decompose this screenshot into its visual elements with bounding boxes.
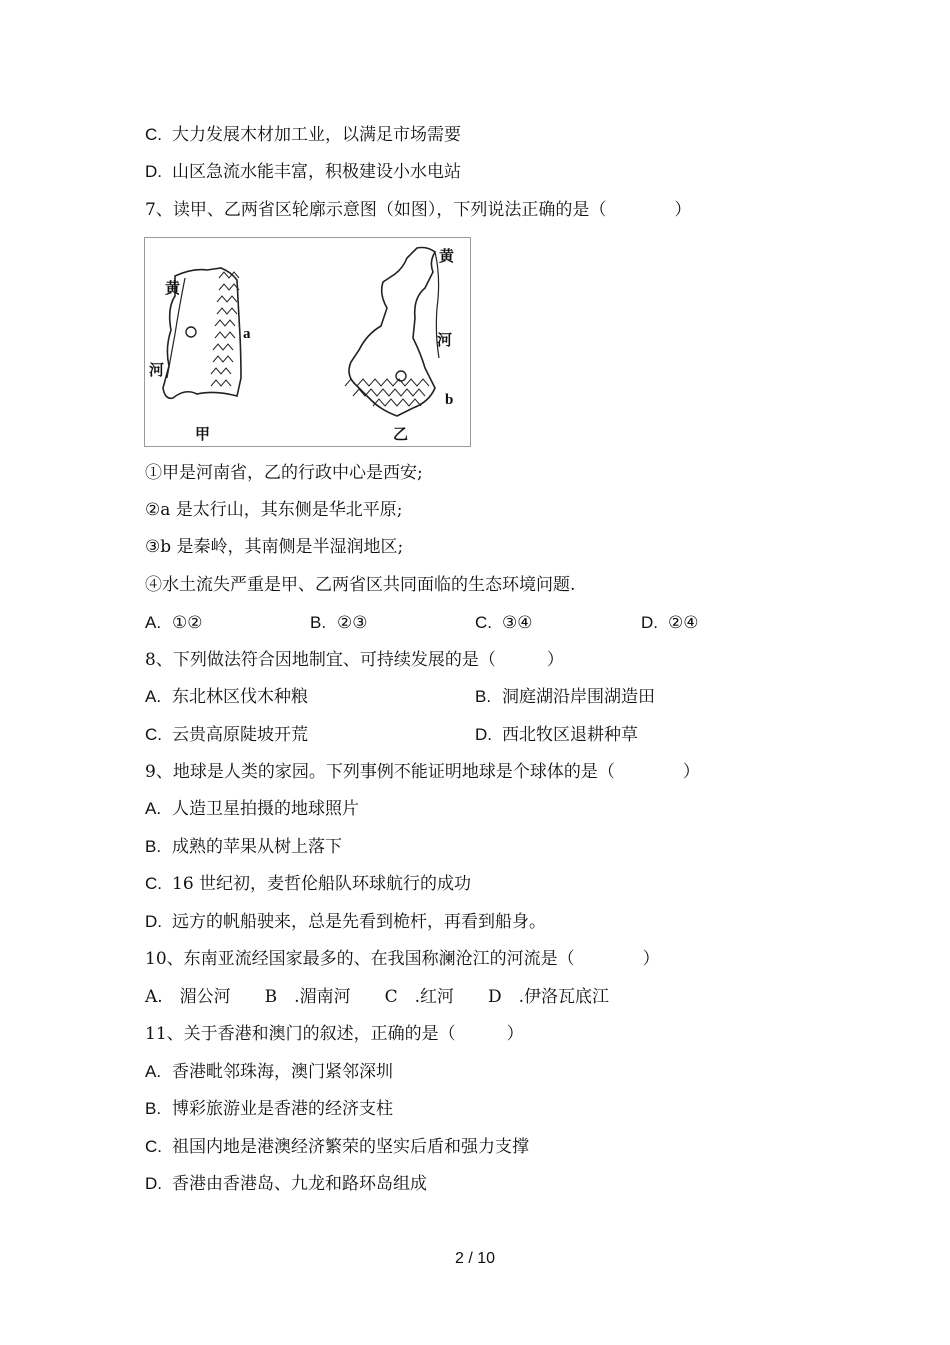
option-label: D. <box>475 725 492 744</box>
q8-option-c <box>145 724 308 746</box>
q7-statement: ①甲是河南省，乙的行政中心是西安; <box>145 463 423 483</box>
option-text: ①② <box>172 613 203 633</box>
jia-he-label: 河 <box>149 361 165 379</box>
q10-options: A. 湄公河 B .湄南河 C .红河 D .伊洛瓦底江 <box>145 987 610 1007</box>
yi-caption: 乙 <box>393 425 409 443</box>
option-text: 祖国内地是港澳经济繁荣的坚实后盾和强力支撑 <box>172 1137 529 1157</box>
option-label: C. <box>145 125 162 144</box>
q7-stem: 7、读甲、乙两省区轮廓示意图（如图），下列说法正确的是（ ） <box>145 200 692 220</box>
option-label: A. <box>145 687 162 706</box>
yi-huang-label: 黄 <box>439 247 455 265</box>
q11-option-a <box>145 1061 393 1083</box>
option-text: 香港毗邻珠海，澳门紧邻深圳 <box>172 1062 393 1082</box>
province-outline-map <box>145 238 472 448</box>
q11-option-c <box>145 1136 529 1158</box>
q9-option-a <box>145 798 359 820</box>
option-text: 远方的帆船驶来，总是先看到桅杆，再看到船身。 <box>172 912 546 932</box>
mountain-range-a <box>211 272 239 386</box>
option-text: 成熟的苹果从树上落下 <box>172 837 342 857</box>
option-text: 16 世纪初，麦哲伦船队环球航行的成功 <box>172 874 472 894</box>
yi-outline <box>349 248 435 417</box>
option-label: B. <box>145 1099 162 1118</box>
jia-caption: 甲 <box>195 425 211 443</box>
q11-option-d <box>145 1173 427 1195</box>
option-label: A. <box>145 613 162 632</box>
option-label: B. <box>310 613 327 632</box>
option-label: B. <box>475 687 492 706</box>
option-text: 人造卫星拍摄的地球照片 <box>172 799 359 819</box>
q9-stem: 9、地球是人类的家园。下列事例不能证明地球是个球体的是（ ） <box>145 762 700 782</box>
option-text: 云贵高原陡坡开荒 <box>172 725 308 745</box>
q11-stem: 11、关于香港和澳门的叙述，正确的是（ ） <box>145 1024 524 1044</box>
q11-option-b <box>145 1098 393 1120</box>
yi-capital-marker <box>396 371 406 381</box>
option-label: D. <box>145 912 162 931</box>
option-label: C. <box>145 874 162 893</box>
option-text: ③④ <box>502 613 533 633</box>
option-label: C. <box>475 613 492 632</box>
q6-option-d <box>145 161 461 183</box>
option-label: C. <box>145 725 162 744</box>
option-label: D. <box>145 162 162 181</box>
q9-option-d <box>145 911 546 933</box>
option-label: D. <box>641 613 658 632</box>
q8-option-b <box>475 686 655 708</box>
q8-stem: 8、下列做法符合因地制宜、可持续发展的是（ ） <box>145 650 564 670</box>
yi-b-label: b <box>445 392 454 408</box>
page-number: 2 / 10 <box>454 1250 496 1267</box>
q9-option-c <box>145 873 471 895</box>
q7-statement: ④水土流失严重是甲、乙两省区共同面临的生态环境问题. <box>145 575 576 595</box>
q6-option-c <box>145 124 461 146</box>
option-text: ②④ <box>668 613 699 633</box>
mountain-range-b <box>345 379 429 406</box>
jia-huang-label: 黄 <box>165 279 181 297</box>
option-text: ②③ <box>337 613 368 633</box>
option-text: 山区急流水能丰富，积极建设小水电站 <box>172 162 461 182</box>
jia-capital-marker <box>186 327 196 337</box>
option-text: 博彩旅游业是香港的经济支柱 <box>172 1099 393 1119</box>
option-label: A. <box>145 799 162 818</box>
option-label: A. <box>145 1062 162 1081</box>
yi-he-label: 河 <box>437 331 453 349</box>
q7-option-c <box>475 612 532 634</box>
option-label: B. <box>145 837 162 856</box>
q7-statement: ②a 是太行山，其东侧是华北平原; <box>145 500 403 520</box>
option-text: 东北林区伐木种粮 <box>172 687 308 707</box>
option-text: 洞庭湖沿岸围湖造田 <box>502 687 655 707</box>
option-label: C. <box>145 1137 162 1156</box>
option-text: 香港由香港岛、九龙和路环岛组成 <box>172 1174 427 1194</box>
q9-option-b <box>145 836 342 858</box>
q8-option-a <box>145 686 308 708</box>
q10-stem: 10、东南亚流经国家最多的、在我国称澜沧江的河流是（ ） <box>145 949 660 969</box>
q7-option-d <box>641 612 698 634</box>
option-label: D. <box>145 1174 162 1193</box>
q8-option-d <box>475 724 638 746</box>
option-text: 西北牧区退耕种草 <box>502 725 638 745</box>
option-text: 大力发展木材加工业，以满足市场需要 <box>172 125 461 145</box>
q7-option-a <box>145 612 202 634</box>
jia-a-label: a <box>243 326 251 342</box>
province-outline-figure <box>144 237 471 447</box>
q7-statement: ③b 是秦岭，其南侧是半湿润地区; <box>145 537 404 557</box>
q7-option-b <box>310 612 367 634</box>
